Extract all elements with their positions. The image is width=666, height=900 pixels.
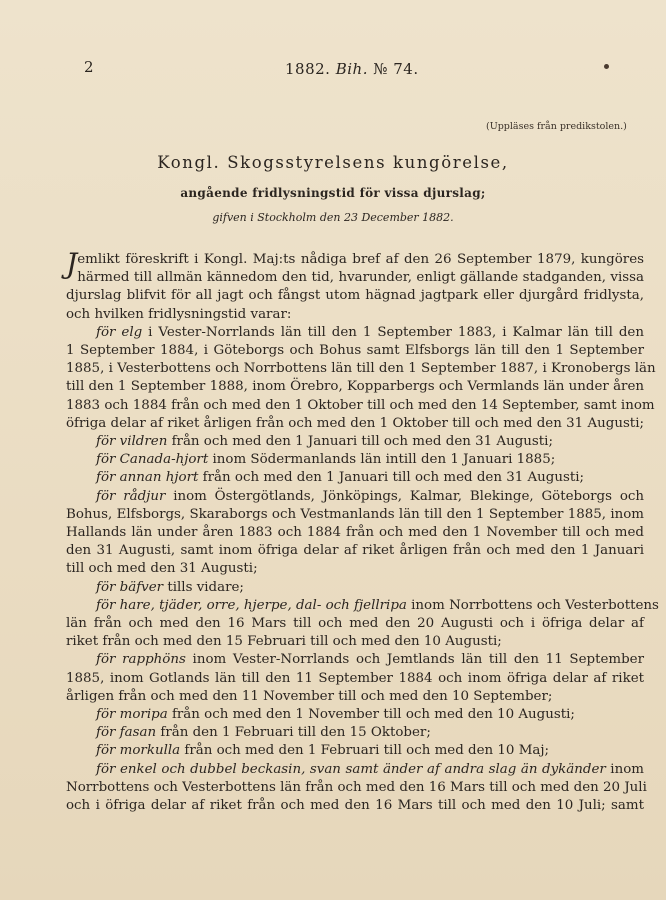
line-text: inom Södermanlands län intill den 1 Januari 1885; [208,452,556,468]
drop-initial: J [66,247,78,280]
line-text: 1885, i Vesterbottens och Norrbottens län till den 1 September 1887, i Kronobergs län [66,361,656,377]
line-text: inom Östergötlands, Jönköpings, Kalmar, Blekinge, Göteborgs och [165,488,645,504]
line-text: från och med den 1 Februari till och med den 10 Maj; [180,743,550,759]
header-issue: № 74. [373,60,419,78]
line-text: Norrbottens och Vesterbottens län från och med den 16 Mars till och med den 20 Juli [66,779,647,795]
line-text: län från och med den 16 Mars till och med den 20 Augusti och i öfriga delar af [66,616,644,632]
line-text: den 31 Augusti, samt inom öfriga delar af riket årligen från och med den 1 Januari [66,543,644,559]
body-line [66,360,656,378]
body-line [66,742,644,760]
line-text: inom Norrbottens och Vesterbottens [406,597,659,613]
species-term: för vildren [96,434,168,450]
ink-dot [604,64,609,69]
body-line [66,251,644,269]
running-header [285,60,419,78]
body-line [66,724,644,742]
body-line [66,761,644,779]
body-line [66,597,659,615]
species-term: för rapphöns [96,652,186,668]
body-line [66,615,644,633]
body-line [66,324,644,342]
line-text: årligen från och med den 11 November till och med den 10 September; [66,688,553,704]
body-line [66,378,644,396]
line-text: från och med den 1 Januari till och med den 31 Augusti; [167,434,553,450]
body-line [66,506,644,524]
line-text: djurslag blifvit för all jagt och fångst utom hägnad jagtpark eller djurgård fridlysta, [66,288,644,304]
body-line [66,779,647,797]
body-line [66,451,644,469]
species-term: för Canada-hjort [96,452,209,468]
page-number: 2 [84,58,94,76]
body-line [66,488,644,506]
document-title: Kongl. Skogsstyrelsens kungörelse, [157,153,509,172]
line-text: från och med den 1 Januari till och med den 31 Augusti; [198,470,585,486]
line-text: 1885, inom Gotlands län till den 11 September 1884 och inom öfriga delar af riket [66,670,644,686]
body-line [66,397,655,415]
species-term: för fasan [96,725,157,741]
header-year: 1882. [285,60,331,78]
line-text: härmed till allmän kännedom den tid, hvarunder, enligt gällande stadganden, vissa [77,270,644,286]
dateline: gifven i Stockholm den 23 December 1882. [212,211,454,224]
species-term: för elg [96,324,143,340]
line-text: 1883 och 1884 från och med den 1 Oktober till och med den 14 September, samt inom [66,397,655,413]
species-term: för hare, tjäder, orre, hjerpe, dal- och fjellripa [96,597,407,613]
body-line [66,542,644,560]
species-term: för enkel och dubbel beckasin, svan samt änder af andra slag än dykänder [96,761,606,777]
reading-note: (Uppläses från predikstolen.) [486,121,627,132]
line-text: inom [605,761,644,777]
body-line [66,633,644,651]
body-line [66,306,644,324]
body-line [66,287,644,305]
species-term: för morkulla [96,743,181,759]
body-line [66,651,644,669]
body-line [66,415,644,433]
body-line [66,524,644,542]
line-text: öfriga delar af riket årligen från och med den 1 Oktober till och med den 31 Augusti; [66,415,644,431]
line-text: Bohus, Elfsborgs, Skaraborgs och Vestmanlands län till den 1 September 1885, inom [66,506,644,522]
line-text: inom Vester-Norrlands och Jemtlands län till den 11 September [185,652,644,668]
body-line [66,706,644,724]
body-line [66,433,644,451]
document-subtitle: angående fridlysningstid för vissa djurslag; [180,186,486,200]
line-text: emlikt föreskrift i Kongl. Maj:ts nådiga bref af den 26 September 1879, kungöres [77,252,644,267]
header-series: Bih. [335,60,368,78]
species-term: för annan hjort [96,470,199,486]
line-text: i Vester-Norrlands län till den 1 September 1883, i Kalmar län till den [142,324,644,340]
body-line [66,579,644,597]
species-term: för rådjur [96,488,166,504]
body-line [66,342,644,360]
line-text: och hvilken fridlysningstid varar: [66,306,292,322]
body-line [66,670,644,688]
line-text: 1 September 1884, i Göteborgs och Bohus samt Elfsborgs län till den 1 September [66,343,644,359]
line-text: till och med den 31 Augusti; [66,561,258,577]
line-text: till den 1 September 1888, inom Örebro, Kopparbergs och Vermlands län under åren [66,379,644,395]
body-text [66,247,659,815]
body-line [66,469,644,487]
line-text: från den 1 Februari till den 15 Oktober; [156,725,431,741]
species-term: för bäfver [96,579,164,595]
body-line [66,560,644,578]
species-term: för moripa [96,707,168,723]
line-text: från och med den 1 November till och med den 10 Augusti; [167,707,575,723]
line-text: tills vidare; [163,579,244,595]
line-text: riket från och med den 15 Februari till och med den 10 Augusti; [66,634,502,650]
line-text: Hallands län under åren 1883 och 1884 från och med den 1 November till och med [66,525,644,541]
body-line [66,688,644,706]
body-line [66,797,644,815]
line-text: och i öfriga delar af riket från och med den 16 Mars till och med den 10 Juli; samt [66,798,644,814]
body-line [66,269,644,287]
